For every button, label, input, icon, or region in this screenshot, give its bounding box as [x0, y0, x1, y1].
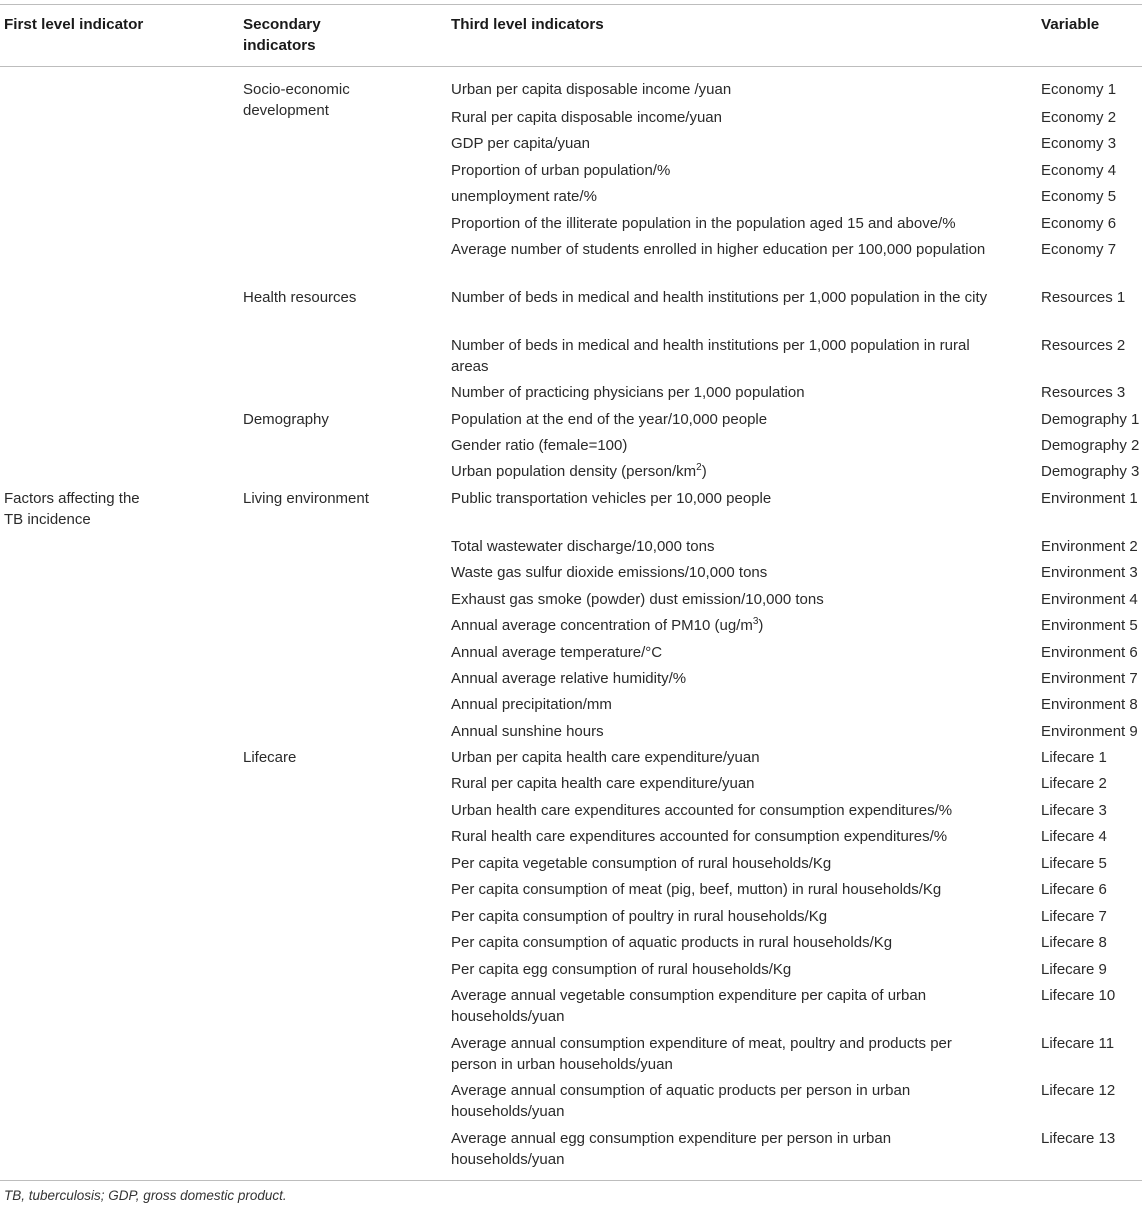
third-level-indicator: Number of beds in medical and health institutions per 1,000 population in the city: [451, 289, 988, 306]
variable-name: Resources 1: [1041, 289, 1126, 306]
third-level-indicator: GDP per capita/yuan: [451, 135, 590, 152]
bottom-rule: [0, 1180, 1142, 1181]
third-level-indicator: Annual average relative humidity/%: [451, 670, 687, 687]
variable-name: Lifecare 4: [1041, 828, 1107, 845]
variable-name: Environment 2: [1041, 538, 1138, 555]
variable-name: Lifecare 6: [1041, 881, 1107, 898]
variable-name: Economy 1: [1041, 81, 1117, 98]
header-variable: Variable: [1041, 16, 1100, 33]
third-level-indicator: Waste gas sulfur dioxide emissions/10,000 tons: [451, 564, 768, 581]
third-level-indicator: Per capita consumption of meat (pig, beef, mutton) in rural households/Kg: [451, 881, 942, 898]
variable-name: Demography 2: [1041, 437, 1140, 454]
third-level-indicator: Average annual consumption of aquatic products per person in urban households/yuan: [451, 1082, 911, 1120]
third-level-indicator: Urban health care expenditures accounted for consumption expenditures/%: [451, 802, 953, 819]
third-level-indicator: Number of practicing physicians per 1,000 population: [451, 384, 805, 401]
variable-name: Demography 3: [1041, 463, 1140, 480]
variable-name: Demography 1: [1041, 411, 1140, 428]
third-level-indicator: Exhaust gas smoke (powder) dust emission/10,000 tons: [451, 591, 824, 608]
variable-name: Environment 6: [1041, 644, 1138, 661]
footnote: TB, tuberculosis; GDP, gross domestic product.: [4, 1188, 287, 1203]
third-level-indicator: Urban population density $(person/km^2)$: [451, 462, 707, 480]
third-level-indicator: Annual average concentration of PM10 $(ug/m^3)$: [451, 616, 764, 634]
variable-name: Lifecare 9: [1041, 961, 1107, 978]
third-level-indicator: Per capita egg consumption of rural households/Kg: [451, 961, 792, 978]
third-level-indicator: Total wastewater discharge/10,000 tons: [451, 538, 715, 555]
variable-name: Lifecare 3: [1041, 802, 1107, 819]
variable-name: Lifecare 10: [1041, 987, 1116, 1004]
variable-name: Economy 4: [1041, 162, 1117, 179]
header-rule: [0, 66, 1142, 67]
third-level-indicator: Proportion of urban population/%: [451, 162, 671, 179]
variable-name: Lifecare 12: [1041, 1082, 1116, 1099]
group-label: Socio-economic development: [243, 81, 350, 119]
variable-name: Economy 7: [1041, 241, 1117, 258]
first-level-label: Factors affecting the TB incidence: [4, 490, 140, 528]
third-level-indicator: Urban per capita health care expenditure/yuan: [451, 749, 760, 766]
top-rule: [0, 4, 1142, 5]
third-level-indicator: Gender ratio (female=100): [451, 437, 628, 454]
variable-name: Environment 3: [1041, 564, 1138, 581]
group-label: Demography: [243, 411, 329, 428]
variable-name: Environment 9: [1041, 723, 1138, 740]
third-level-indicator: Population at the end of the year/10,000 people: [451, 411, 768, 428]
variable-name: Environment 4: [1041, 591, 1138, 608]
third-level-indicator: Per capita vegetable consumption of rural households/Kg: [451, 855, 832, 872]
third-level-indicator: Rural per capita disposable income/yuan: [451, 109, 722, 126]
third-level-indicator: Annual sunshine hours: [451, 723, 604, 740]
third-level-indicator: Rural per capita health care expenditure/yuan: [451, 775, 755, 792]
group-label: Health resources: [243, 289, 357, 306]
third-level-indicator: Average number of students enrolled in higher education per 100,000 population: [451, 241, 986, 258]
variable-name: Resources 2: [1041, 337, 1126, 354]
third-level-indicator: Annual average temperature/°C: [451, 644, 663, 661]
third-level-indicator: Number of beds in medical and health institutions per 1,000 population in rural areas: [451, 337, 970, 375]
variable-name: Environment 7: [1041, 670, 1138, 687]
group-label: Lifecare: [243, 749, 297, 766]
third-level-indicator: Annual precipitation/mm: [451, 696, 612, 713]
third-level-indicator: Per capita consumption of aquatic products in rural households/Kg: [451, 934, 893, 951]
third-level-indicator: Average annual egg consumption expenditure per person in urban households/yuan: [451, 1130, 892, 1168]
third-level-indicator: Public transportation vehicles per 10,000 people: [451, 490, 772, 507]
variable-name: Economy 5: [1041, 188, 1117, 205]
variable-name: Environment 1: [1041, 490, 1138, 507]
variable-name: Lifecare 1: [1041, 749, 1107, 766]
header-first-level: First level indicator: [4, 16, 144, 33]
variable-name: Lifecare 13: [1041, 1130, 1116, 1147]
third-level-indicator: Per capita consumption of poultry in rural households/Kg: [451, 908, 828, 925]
variable-name: Economy 3: [1041, 135, 1117, 152]
third-level-indicator: Average annual vegetable consumption expenditure per capita of urban households/yuan: [451, 987, 927, 1025]
third-level-indicator: unemployment rate/%: [451, 188, 597, 205]
variable-name: Environment 5: [1041, 617, 1138, 634]
third-level-indicator: Proportion of the illiterate population in the population aged 15 and above/%: [451, 215, 956, 232]
third-level-indicator: Rural health care expenditures accounted for consumption expenditures/%: [451, 828, 948, 845]
variable-name: Lifecare 7: [1041, 908, 1107, 925]
header-secondary: Secondary indicators: [243, 16, 321, 54]
third-level-indicator: Urban per capita disposable income /yuan: [451, 81, 732, 98]
variable-name: Lifecare 5: [1041, 855, 1107, 872]
variable-name: Lifecare 11: [1041, 1035, 1115, 1052]
group-label: Living environment: [243, 490, 369, 507]
variable-name: Economy 6: [1041, 215, 1117, 232]
variable-name: Environment 8: [1041, 696, 1138, 713]
variable-name: Economy 2: [1041, 109, 1117, 126]
variable-name: Lifecare 8: [1041, 934, 1107, 951]
variable-name: Lifecare 2: [1041, 775, 1107, 792]
third-level-indicator: Average annual consumption expenditure of meat, poultry and products per person in urban households/yuan: [451, 1035, 952, 1073]
header-third-level: Third level indicators: [451, 16, 604, 33]
variable-name: Resources 3: [1041, 384, 1126, 401]
